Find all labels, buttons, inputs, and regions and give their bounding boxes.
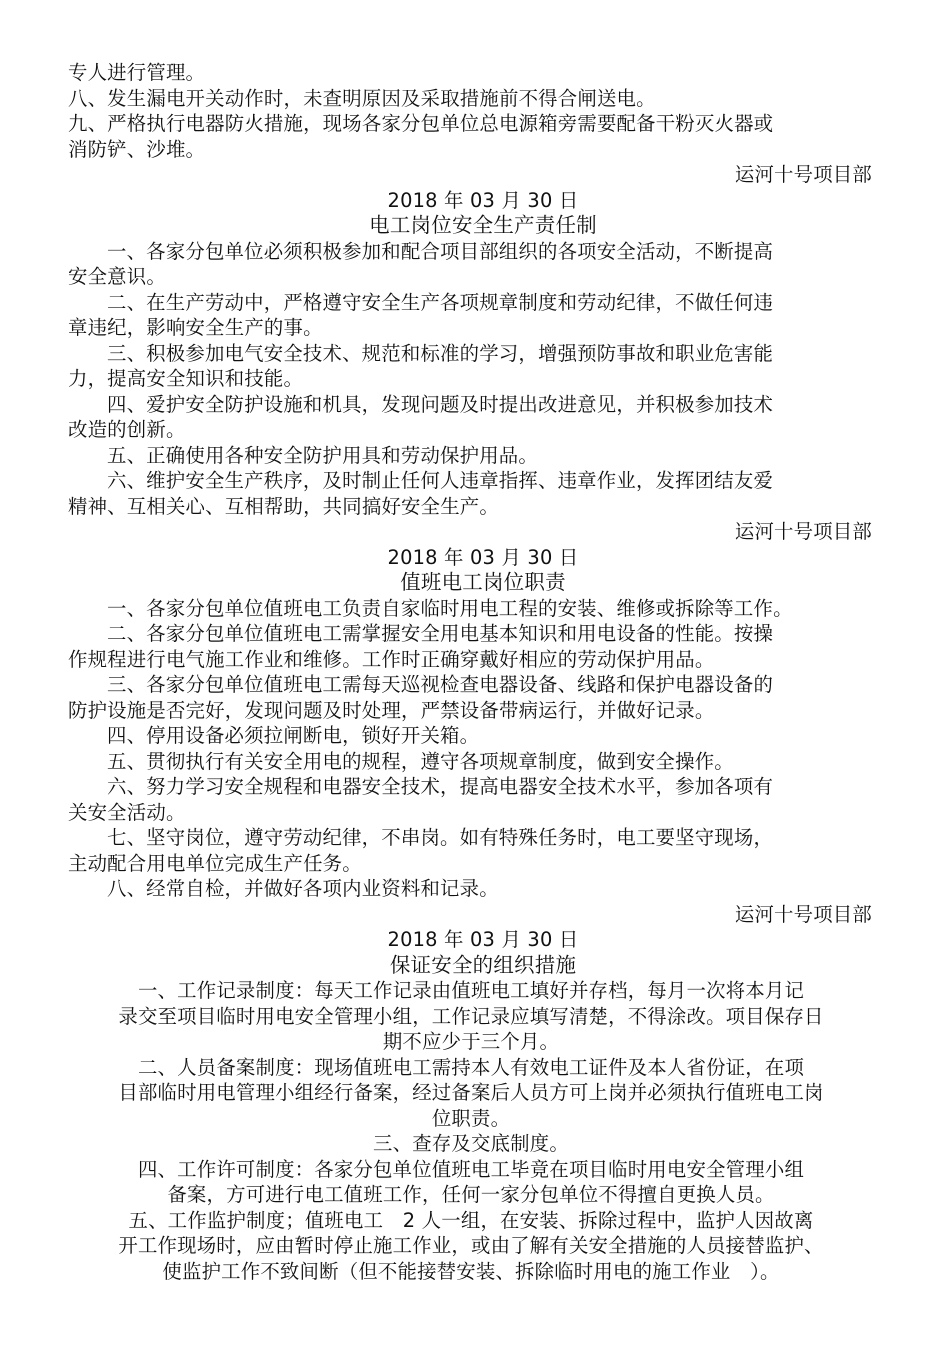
section-date: 2018 年 03 月 30 日 xyxy=(387,188,579,212)
paragraph-line: 录交至项目临时用电安全管理小组，工作记录应填写清楚，不得涂改。项目保存日 xyxy=(118,1004,824,1028)
paragraph-line: 二、各家分包单位值班电工需掌握安全用电基本知识和用电设备的性能。按操 xyxy=(107,622,774,645)
paragraph-line: 五、贯彻执行有关安全用电的规程，遵守各项规章制度，做到安全操作。 xyxy=(107,749,734,773)
paragraph-line: 二、在生产劳动中，严格遵守安全生产各项规章制度和劳动纪律，不做任何违 xyxy=(107,290,774,314)
paragraph-line: 一、各家分包单位必须积极参加和配合项目部组织的各项安全活动，不断提高 xyxy=(107,239,774,263)
paragraph-line: 二、人员备案制度：现场值班电工需持本人有效电工证件及本人省份证，在项 xyxy=(137,1055,805,1079)
paragraph-line: 四、工作许可制度：各家分包单位值班电工毕竟在项目临时用电安全管理小组 xyxy=(137,1157,805,1181)
section-date: 2018 年 03 月 30 日 xyxy=(387,928,579,951)
paragraph-line: 四、爱护安全防护设施和机具，发现问题及时提出改进意见，并积极参加技术 xyxy=(107,392,774,416)
section-title: 保证安全的组织措施 xyxy=(389,952,577,977)
paragraph-line: 改造的创新。 xyxy=(68,418,186,441)
intro-line: 八、发生漏电开关动作时，未查明原因及采取措施前不得合闸送电。 xyxy=(68,86,656,110)
signature: 运河十号项目部 xyxy=(734,520,872,543)
paragraph-line: 三、各家分包单位值班电工需每天巡视检查电器设备、线路和保护电器设备的 xyxy=(107,673,774,696)
paragraph-line: 三、积极参加电气安全技术、规范和标准的学习，增强预防事故和职业危害能 xyxy=(107,341,774,365)
paragraph-line: 防护设施是否完好，发现问题及时处理，严禁设备带病运行，并做好记录。 xyxy=(68,698,715,722)
signature: 运河十号项目部 xyxy=(734,163,872,186)
paragraph-line: 开工作现场时，应由暂时停止施工作业，或由了解有关安全措施的人员接替监护、 xyxy=(118,1234,824,1257)
paragraph-line: 五、工作监护制度；值班电工 2 人一组，在安装、拆除过程中，监护人因故离 xyxy=(128,1208,814,1232)
paragraph-line: 八、经常自检，并做好各项内业资料和记录。 xyxy=(107,877,499,900)
section-date: 2018 年 03 月 30 日 xyxy=(387,545,579,569)
section-title: 电工岗位安全生产责任制 xyxy=(369,213,597,237)
paragraph-line: 期不应少于三个月。 xyxy=(382,1030,560,1053)
paragraph-line: 一、各家分包单位值班电工负责自家临时用电工程的安装、维修或拆除等工作。 xyxy=(107,596,793,620)
paragraph-line: 目部临时用电管理小组经行备案，经过备案后人员方可上岗并必须执行值班电工岗 xyxy=(118,1081,824,1104)
paragraph-line: 关安全活动。 xyxy=(68,800,186,824)
paragraph-line: 五、正确使用各种安全防护用具和劳动保护用品。 xyxy=(107,443,538,467)
document-page xyxy=(68,60,874,1284)
paragraph-line: 使监护工作不致间断（但不能接替安装、拆除临时用电的施工作业 ）。 xyxy=(162,1259,780,1283)
intro-line: 消防铲、沙堆。 xyxy=(68,137,206,161)
paragraph-line: 作规程进行电气施工作业和维修。工作时正确穿戴好相应的劳动保护用品。 xyxy=(68,647,715,671)
signature: 运河十号项目部 xyxy=(734,902,872,926)
paragraph-line: 章违纪，影响安全生产的事。 xyxy=(68,316,323,339)
intro-line: 专人进行管理。 xyxy=(68,61,206,84)
paragraph-line: 三、查存及交底制度。 xyxy=(373,1132,569,1155)
paragraph-line: 力，提高安全知识和技能。 xyxy=(68,367,304,390)
paragraph-line: 备案，方可进行电工值班工作，任何一家分包单位不得擅自更换人员。 xyxy=(167,1183,775,1206)
paragraph-line: 位职责。 xyxy=(431,1106,511,1130)
intro-line: 九、严格执行电器防火措施，现场各家分包单位总电源箱旁需要配备干粉灭火器或 xyxy=(68,112,774,135)
paragraph-line: 主动配合用电单位完成生产任务。 xyxy=(68,851,362,875)
paragraph-line: 四、停用设备必须拉闸断电，锁好开关箱。 xyxy=(107,724,480,747)
paragraph-line: 六、努力学习安全规程和电器安全技术，提高电器安全技术水平，参加各项有 xyxy=(107,775,774,798)
paragraph-line: 六、维护安全生产秩序，及时制止任何人违章指挥、违章作业，发挥团结友爱 xyxy=(107,469,774,492)
paragraph-line: 七、坚守岗位，遵守劳动纪律，不串岗。如有特殊任务时，电工要坚守现场， xyxy=(107,826,774,849)
paragraph-line: 精神、互相关心、互相帮助，共同搞好安全生产。 xyxy=(68,494,499,518)
section-title: 值班电工岗位职责 xyxy=(400,570,566,594)
paragraph-line: 一、工作记录制度：每天工作记录由值班电工填好并存档，每月一次将本月记 xyxy=(137,979,805,1002)
paragraph-line: 安全意识。 xyxy=(68,265,166,288)
